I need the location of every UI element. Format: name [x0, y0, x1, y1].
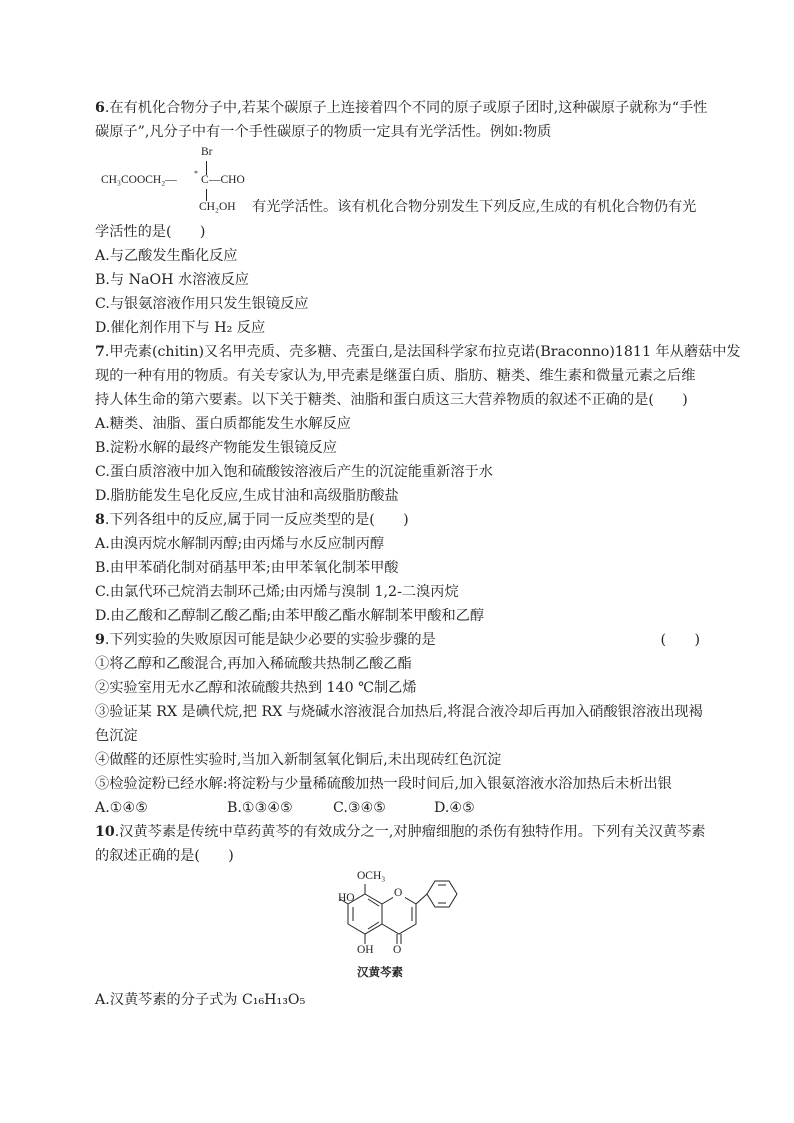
- q7-number: 7: [95, 344, 105, 360]
- q9-item-3: ③验证某 RX 是碘代烷,把 RX 与烧碱水溶液混合加热后,将混合液冷却后再加入硝酸银溶液出现褐: [95, 704, 703, 720]
- q8-option-a: A.由溴丙烷水解制丙醇;由丙烯与水反应制丙醇: [95, 536, 385, 552]
- q6-line-1: 6.在有机化合物分子中,若某个碳原子上连接着四个不同的原子或原子团时,这种碳原子就称为“手性: [95, 100, 708, 116]
- q10-number: 10: [95, 824, 115, 840]
- q6-option-b: B.与 NaOH 水溶液反应: [95, 272, 249, 288]
- q6-number: 6: [95, 100, 105, 116]
- q7-line-2: 现的一种有用的物质。有关专家认为,甲壳素是继蛋白质、脂肪、糖类、维生素和微量元素之后维: [95, 368, 696, 384]
- q9-number: 9: [95, 632, 105, 648]
- wogonin-structure-figure: [95, 870, 700, 988]
- q9-options: [95, 796, 700, 820]
- q6-option-d: D.催化剂作用下与 H₂ 反应: [95, 320, 266, 336]
- q9-option-a: A.①④⑤: [95, 800, 148, 816]
- chiral-molecule-structure: [95, 146, 700, 220]
- q7-option-a: A.糖类、油脂、蛋白质都能发生水解反应: [95, 416, 351, 432]
- q6-line-4: 学活性的是( ): [95, 224, 206, 240]
- q8-option-b: B.由甲苯硝化制对硝基甲苯;由甲苯氧化制苯甲酸: [95, 560, 399, 576]
- fig-caption: 汉黄芩素: [357, 965, 403, 979]
- struct-left-group: CH₃COOCH₂—: [101, 174, 177, 186]
- fig-ho-label: HO: [338, 892, 355, 904]
- struct-bond-top: [206, 161, 207, 175]
- struct-bond-bottom: [206, 189, 207, 201]
- q10-line-2: 的叙述正确的是( ): [95, 848, 234, 864]
- q9-answer-bracket: ( ): [660, 632, 700, 648]
- wogonin-structure-diagram: [335, 870, 475, 988]
- q7-line-1: 7.甲壳素(chitin)又名甲壳质、壳多糖、壳蛋白,是法国科学家布拉克诺(Braconno)1811 年从蘑菇中发: [95, 344, 741, 360]
- fig-oh-label: OH: [357, 944, 374, 956]
- q9-item-4: ④做醛的还原性实验时,当加入新制氢氧化铜后,未出现砖红色沉淀: [95, 752, 502, 768]
- q9-option-c: C.③④⑤: [333, 800, 387, 816]
- q7-option-c: C.蛋白质溶液中加入饱和硫酸铵溶液后产生的沉淀能重新溶于水: [95, 464, 493, 480]
- q8-number: 8: [95, 512, 105, 528]
- q8-line-1: 8.下列各组中的反应,属于同一反应类型的是( ): [95, 512, 409, 528]
- q9-option-d: D.④⑤: [434, 800, 475, 816]
- q8-option-c: C.由氯代环己烷消去制环己烯;由丙烯与溴制 1,2-二溴丙烷: [95, 584, 459, 600]
- struct-right-group: —CHO: [209, 174, 245, 186]
- q9-item-2: ②实验室用无水乙醇和浓硫酸共热到 140 ℃制乙烯: [95, 680, 417, 696]
- q6-line-3: 有光学活性。该有机化合物分别发生下列反应,生成的有机化合物仍有光: [252, 199, 697, 215]
- fig-och3-label: OCH₃: [357, 870, 386, 882]
- q9-line-1: 9.下列实验的失败原因可能是缺少必要的实验步骤的是 ( ): [95, 628, 700, 652]
- q6-line-2: 碳原子”,凡分子中有一个手性碳原子的物质一定具有光学活性。例如:物质: [95, 124, 552, 140]
- q9-item-3-cont: 色沉淀: [95, 728, 138, 744]
- q6-option-a: A.与乙酸发生酯化反应: [95, 248, 238, 264]
- q6-option-c: C.与银氨溶液作用只发生银镜反应: [95, 296, 309, 312]
- q7-option-b: B.淀粉水解的最终产物能发生银镜反应: [95, 440, 337, 456]
- q10-line-1: 10.汉黄芩素是传统中草药黄芩的有效成分之一,对肿瘤细胞的杀伤有独特作用。下列有关汉黄芩素: [95, 824, 706, 840]
- struct-bottom-group: CH₂OH: [199, 201, 236, 213]
- fig-carbonyl-oxygen-label: O: [393, 944, 402, 956]
- struct-center-c: C: [201, 174, 209, 186]
- q7-option-d: D.脂肪能发生皂化反应,生成甘油和高级脂肪酸盐: [95, 488, 399, 504]
- q10-option-a: A.汉黄芩素的分子式为 C₁₆H₁₃O₅: [95, 992, 306, 1008]
- struct-br: Br: [201, 146, 213, 158]
- q9-option-b: B.①③④⑤: [227, 800, 293, 816]
- fig-ring-oxygen-label: O: [394, 887, 403, 899]
- struct-chiral-star: *: [194, 169, 198, 178]
- question-page: [95, 96, 741, 1012]
- q9-item-1: ①将乙醇和乙酸混合,再加入稀硫酸共热制乙酸乙酯: [95, 656, 412, 672]
- q9-item-5: ⑤检验淀粉已经水解:将淀粉与少量稀硫酸加热一段时间后,加入银氨溶液水浴加热后未析出银: [95, 776, 672, 792]
- q7-line-3: 持人体生命的第六要素。以下关于糖类、油脂和蛋白质这三大营养物质的叙述不正确的是( ): [95, 392, 688, 408]
- q8-option-d: D.由乙酸和乙醇制乙酸乙酯;由苯甲酸乙酯水解制苯甲酸和乙醇: [95, 608, 485, 624]
